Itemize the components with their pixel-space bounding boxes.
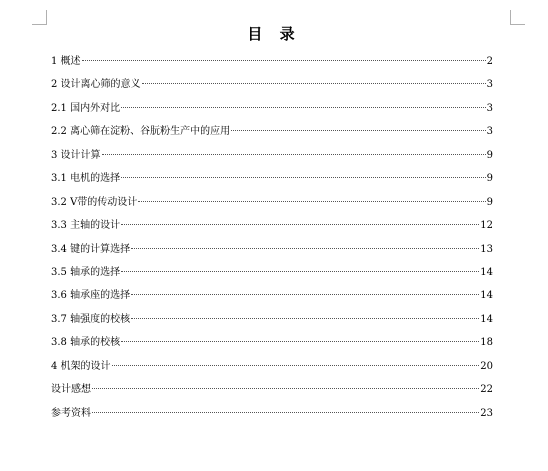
toc-entry[interactable] [51,284,493,307]
toc-entry[interactable] [51,120,493,143]
toc-entry-text: 2 设计离心筛的意义 [51,79,141,91]
dot-leader [121,271,479,272]
dot-leader [121,177,486,178]
toc-entry-text: 3 设计计算 [51,149,101,161]
toc-entry[interactable] [51,238,493,261]
toc-entry[interactable] [51,402,493,425]
dot-leader [131,318,479,319]
toc-entry[interactable] [51,167,493,190]
dot-leader [231,130,486,131]
dot-leader [131,248,479,249]
dot-leader [92,388,479,389]
toc-entry[interactable] [51,50,493,73]
toc-entry-page: 9 [486,149,493,161]
toc-entry[interactable] [51,97,493,120]
toc-entry[interactable] [51,214,493,237]
toc-entry[interactable] [51,191,493,214]
toc-entry[interactable] [51,331,493,354]
toc-entry-page: 3 [486,102,493,114]
toc-entry-text: 3.3 主轴的设计 [51,220,121,232]
toc-entry-text: 3.5 轴承的选择 [51,266,121,278]
dot-leader [121,224,479,225]
toc-entry[interactable] [51,73,493,96]
toc-entry-page: 14 [480,266,493,278]
dot-leader [121,341,479,342]
toc-entry[interactable] [51,378,493,401]
toc-entry-page: 23 [480,407,493,419]
toc-entry-text: 3.1 电机的选择 [51,173,121,185]
toc-entry-text: 1 概述 [51,56,81,67]
dot-leader [131,294,479,295]
table-of-contents [51,50,493,425]
toc-entry-text: 3.2 V带的传动设计 [51,196,138,208]
toc-entry-page: 13 [480,243,493,255]
dot-leader [121,107,486,108]
toc-entry-page: 22 [480,384,493,396]
toc-entry-text: 参考资料 [51,407,91,419]
toc-entry-text: 2.2 离心筛在淀粉、谷朊粉生产中的应用 [51,126,231,138]
toc-title: 目 录 [247,25,301,43]
toc-entry-text: 2.1 国内外对比 [51,102,121,114]
toc-entry-page: 9 [486,196,493,208]
dot-leader [142,83,486,84]
dot-leader [82,60,486,61]
toc-entry[interactable] [51,261,493,284]
toc-entry-text: 4 机架的设计 [51,360,111,372]
toc-entry-page: 3 [486,126,493,138]
toc-entry-page: 18 [480,337,493,349]
dot-leader [138,201,485,202]
dot-leader [92,412,479,413]
toc-entry-text: 3.7 轴强度的校核 [51,313,131,325]
toc-entry-page: 20 [480,360,493,372]
dot-leader [102,154,486,155]
toc-entry-text: 3.4 键的计算选择 [51,243,131,255]
toc-entry[interactable] [51,308,493,331]
toc-entry-text: 设计感想 [51,384,91,396]
toc-entry-page: 3 [486,79,493,91]
toc-entry-page: 9 [486,173,493,185]
toc-entry-page: 14 [480,313,493,325]
toc-entry[interactable] [51,355,493,378]
toc-entry-page: 2 [486,56,493,67]
toc-entry-page: 12 [480,220,493,232]
toc-entry-text: 3.8 轴承的校核 [51,337,121,349]
toc-entry-page: 14 [480,290,493,302]
toc-entry-text: 3.6 轴承座的选择 [51,290,131,302]
toc-entry[interactable] [51,144,493,167]
dot-leader [112,365,480,366]
